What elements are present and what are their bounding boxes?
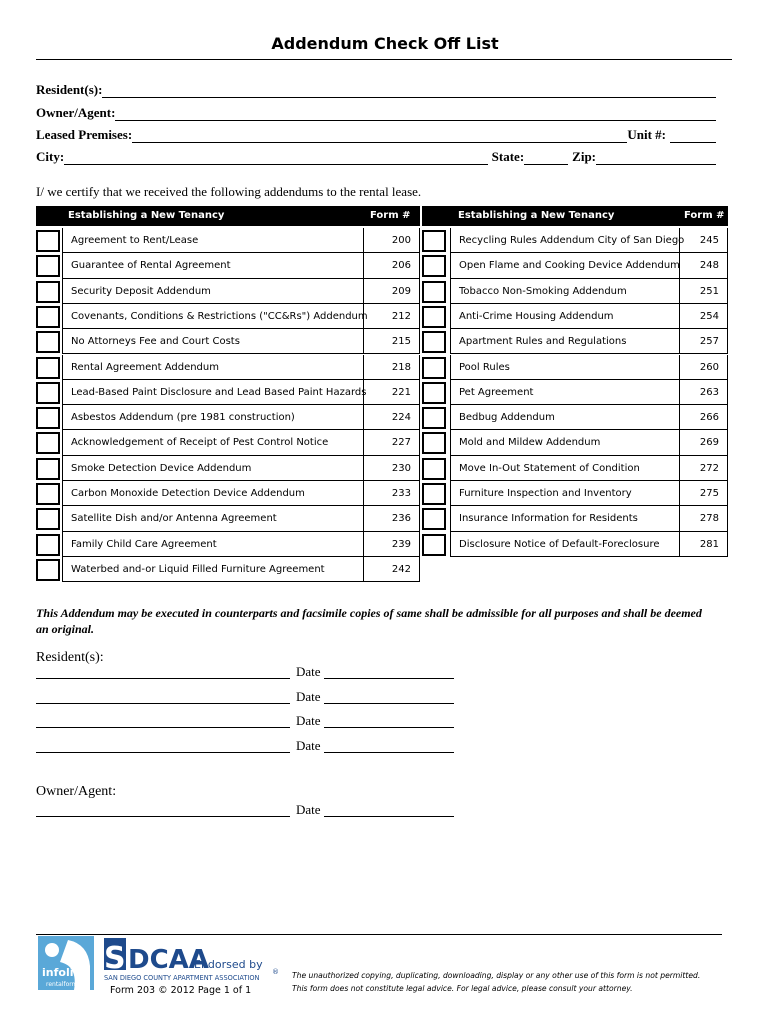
infolink-logo-text: infolink bbox=[42, 966, 89, 979]
owner-agent-line[interactable] bbox=[115, 106, 716, 121]
svg-text:S: S bbox=[104, 941, 126, 976]
resident-date-line[interactable] bbox=[324, 752, 454, 753]
zip-line[interactable] bbox=[596, 150, 716, 165]
infolink-logo bbox=[38, 936, 94, 990]
resident-date-label: Date bbox=[296, 664, 321, 679]
left-addendum-name: Satellite Dish and/or Antenna Agreement bbox=[62, 506, 364, 531]
resident-date-label: Date bbox=[296, 689, 321, 704]
legal-advice-notice: This form does not constitute legal advice. For legal advice, please consult your attorney. bbox=[292, 984, 633, 993]
left-addendum-name: No Attorneys Fee and Court Costs bbox=[62, 329, 364, 354]
right-addendum-name: Apartment Rules and Regulations bbox=[450, 329, 680, 354]
left-addendum-name: Carbon Monoxide Detection Device Addendum bbox=[62, 481, 364, 506]
leased-premises-line[interactable] bbox=[132, 128, 627, 143]
right-checkbox[interactable] bbox=[422, 458, 446, 480]
left-form-number: 227 bbox=[364, 430, 420, 455]
owner-date-label: Date bbox=[296, 802, 321, 817]
left-header-form: Form # bbox=[370, 210, 411, 221]
right-checkbox[interactable] bbox=[422, 331, 446, 353]
right-form-number: 248 bbox=[680, 253, 728, 278]
right-addendum-name: Insurance Information for Residents bbox=[450, 506, 680, 531]
title-divider bbox=[36, 59, 732, 60]
left-form-number: 230 bbox=[364, 456, 420, 481]
left-checkbox[interactable] bbox=[36, 255, 60, 277]
left-checkbox[interactable] bbox=[36, 382, 60, 404]
left-checkbox[interactable] bbox=[36, 432, 60, 454]
copyright-notice: The unauthorized copying, duplicating, downloading, display or any other use of this form is not permitted. bbox=[292, 971, 701, 980]
disclaimer: This Addendum may be executed in counterparts and facsimile copies of same shall be admissible for all purposes and shall be deemed an original. bbox=[36, 606, 702, 636]
right-checkbox[interactable] bbox=[422, 432, 446, 454]
right-form-number: 269 bbox=[680, 430, 728, 455]
right-checkbox[interactable] bbox=[422, 281, 446, 303]
left-header-title: Establishing a New Tenancy bbox=[68, 210, 225, 221]
residents-label: Resident(s): bbox=[36, 82, 103, 97]
left-addendum-name: Acknowledgement of Receipt of Pest Control Notice bbox=[62, 430, 364, 455]
left-checkbox[interactable] bbox=[36, 407, 60, 429]
right-form-number: 257 bbox=[680, 329, 728, 354]
left-addendum-name: Family Child Care Agreement bbox=[62, 532, 364, 557]
footer-divider bbox=[36, 934, 722, 935]
left-form-number: 236 bbox=[364, 506, 420, 531]
left-addendum-name: Guarantee of Rental Agreement bbox=[62, 253, 364, 278]
right-form-number: 260 bbox=[680, 355, 728, 380]
right-addendum-name: Recycling Rules Addendum City of San Diego bbox=[450, 228, 680, 253]
page-title: Addendum Check Off List bbox=[271, 34, 499, 53]
left-checkbox[interactable] bbox=[36, 534, 60, 556]
left-checkbox[interactable] bbox=[36, 483, 60, 505]
sdcaa-logo bbox=[102, 936, 282, 988]
table-header-right bbox=[422, 206, 728, 226]
left-checkbox[interactable] bbox=[36, 306, 60, 328]
endorsed-text: Endorsed by bbox=[194, 958, 263, 971]
right-addendum-name: Pet Agreement bbox=[450, 380, 680, 405]
right-form-number: 254 bbox=[680, 304, 728, 329]
resident-date-line[interactable] bbox=[324, 727, 454, 728]
left-checkbox[interactable] bbox=[36, 508, 60, 530]
infolink-logo-subtext: rentalforms bbox=[46, 981, 81, 988]
city-line[interactable] bbox=[64, 150, 487, 165]
right-form-number: 275 bbox=[680, 481, 728, 506]
left-checkbox[interactable] bbox=[36, 458, 60, 480]
owner-date-line[interactable] bbox=[324, 816, 454, 817]
right-form-number: 281 bbox=[680, 532, 728, 557]
left-checkbox[interactable] bbox=[36, 281, 60, 303]
left-checkbox[interactable] bbox=[36, 230, 60, 252]
owner-agent-field[interactable] bbox=[36, 103, 716, 121]
left-addendum-name: Lead-Based Paint Disclosure and Lead Based Paint Hazards bbox=[62, 380, 364, 405]
resident-signature-line[interactable] bbox=[36, 752, 290, 753]
left-form-number: 224 bbox=[364, 405, 420, 430]
right-addendum-name: Pool Rules bbox=[450, 355, 680, 380]
left-form-number: 212 bbox=[364, 304, 420, 329]
residents-signature-label: Resident(s): bbox=[36, 650, 104, 665]
right-form-number: 263 bbox=[680, 380, 728, 405]
resident-date-label: Date bbox=[296, 738, 321, 753]
left-form-number: 209 bbox=[364, 279, 420, 304]
right-form-number: 272 bbox=[680, 456, 728, 481]
right-checkbox[interactable] bbox=[422, 255, 446, 277]
certify-statement: I/ we certify that we received the following addendums to the rental lease. bbox=[36, 184, 422, 199]
city-field[interactable] bbox=[36, 147, 716, 165]
city-label: City: bbox=[36, 149, 65, 164]
svg-text:DCAA: DCAA bbox=[128, 945, 209, 975]
right-checkbox[interactable] bbox=[422, 534, 446, 556]
form-number-info: Form 203 © 2012 Page 1 of 1 bbox=[110, 985, 252, 996]
right-checkbox[interactable] bbox=[422, 483, 446, 505]
table-header-left bbox=[36, 206, 420, 226]
left-checkbox[interactable] bbox=[36, 357, 60, 379]
right-checkbox[interactable] bbox=[422, 508, 446, 530]
left-form-number: 239 bbox=[364, 532, 420, 557]
state-label: State: bbox=[491, 149, 525, 164]
right-addendum-name: Mold and Mildew Addendum bbox=[450, 430, 680, 455]
left-addendum-name: Asbestos Addendum (pre 1981 construction) bbox=[62, 405, 364, 430]
unit-line[interactable] bbox=[670, 128, 716, 143]
resident-signature-line[interactable] bbox=[36, 678, 290, 679]
owner-signature-line[interactable] bbox=[36, 816, 290, 817]
right-checkbox[interactable] bbox=[422, 230, 446, 252]
left-form-number: 233 bbox=[364, 481, 420, 506]
left-addendum-name: Covenants, Conditions & Restrictions ("CC&Rs") Addendum bbox=[62, 304, 364, 329]
right-addendum-name: Disclosure Notice of Default-Foreclosure bbox=[450, 532, 680, 557]
left-form-number: 218 bbox=[364, 355, 420, 380]
resident-date-label: Date bbox=[296, 713, 321, 728]
right-addendum-name: Bedbug Addendum bbox=[450, 405, 680, 430]
unit-label: Unit #: bbox=[627, 127, 666, 142]
zip-label: Zip: bbox=[572, 149, 596, 164]
left-addendum-name: Rental Agreement Addendum bbox=[62, 355, 364, 380]
left-addendum-name: Smoke Detection Device Addendum bbox=[62, 456, 364, 481]
right-checkbox[interactable] bbox=[422, 306, 446, 328]
association-name: SAN DIEGO COUNTY APARTMENT ASSOCIATION bbox=[104, 974, 260, 982]
leased-premises-label: Leased Premises: bbox=[36, 127, 133, 142]
left-addendum-name: Agreement to Rent/Lease bbox=[62, 228, 364, 253]
right-checkbox[interactable] bbox=[422, 382, 446, 404]
left-form-number: 206 bbox=[364, 253, 420, 278]
residents-line[interactable] bbox=[102, 83, 716, 98]
state-line[interactable] bbox=[524, 150, 568, 165]
resident-date-line[interactable] bbox=[324, 678, 454, 679]
right-form-number: 278 bbox=[680, 506, 728, 531]
left-addendum-name: Waterbed and-or Liquid Filled Furniture Agreement bbox=[62, 557, 364, 582]
owner-agent-label: Owner/Agent: bbox=[36, 105, 116, 120]
svg-text:®: ® bbox=[272, 968, 279, 976]
right-addendum-name: Tobacco Non-Smoking Addendum bbox=[450, 279, 680, 304]
left-form-number: 221 bbox=[364, 380, 420, 405]
right-addendum-name: Furniture Inspection and Inventory bbox=[450, 481, 680, 506]
left-checkbox[interactable] bbox=[36, 559, 60, 581]
owner-signature-label: Owner/Agent: bbox=[36, 784, 117, 799]
right-checkbox[interactable] bbox=[422, 407, 446, 429]
right-form-number: 251 bbox=[680, 279, 728, 304]
right-addendum-name: Anti-Crime Housing Addendum bbox=[450, 304, 680, 329]
left-form-number: 242 bbox=[364, 557, 420, 582]
right-addendum-name: Move In-Out Statement of Condition bbox=[450, 456, 680, 481]
left-form-number: 200 bbox=[364, 228, 420, 253]
right-addendum-name: Open Flame and Cooking Device Addendum bbox=[450, 253, 680, 278]
residents-field[interactable] bbox=[36, 80, 716, 98]
left-addendum-name: Security Deposit Addendum bbox=[62, 279, 364, 304]
right-header-form: Form # bbox=[684, 210, 725, 221]
leased-premises-field[interactable] bbox=[36, 125, 716, 143]
resident-date-line[interactable] bbox=[324, 703, 454, 704]
resident-signature-line[interactable] bbox=[36, 727, 290, 728]
right-header-title: Establishing a New Tenancy bbox=[458, 210, 615, 221]
right-form-number: 266 bbox=[680, 405, 728, 430]
left-form-number: 215 bbox=[364, 329, 420, 354]
right-form-number: 245 bbox=[680, 228, 728, 253]
resident-signature-line[interactable] bbox=[36, 703, 290, 704]
right-checkbox[interactable] bbox=[422, 357, 446, 379]
left-checkbox[interactable] bbox=[36, 331, 60, 353]
